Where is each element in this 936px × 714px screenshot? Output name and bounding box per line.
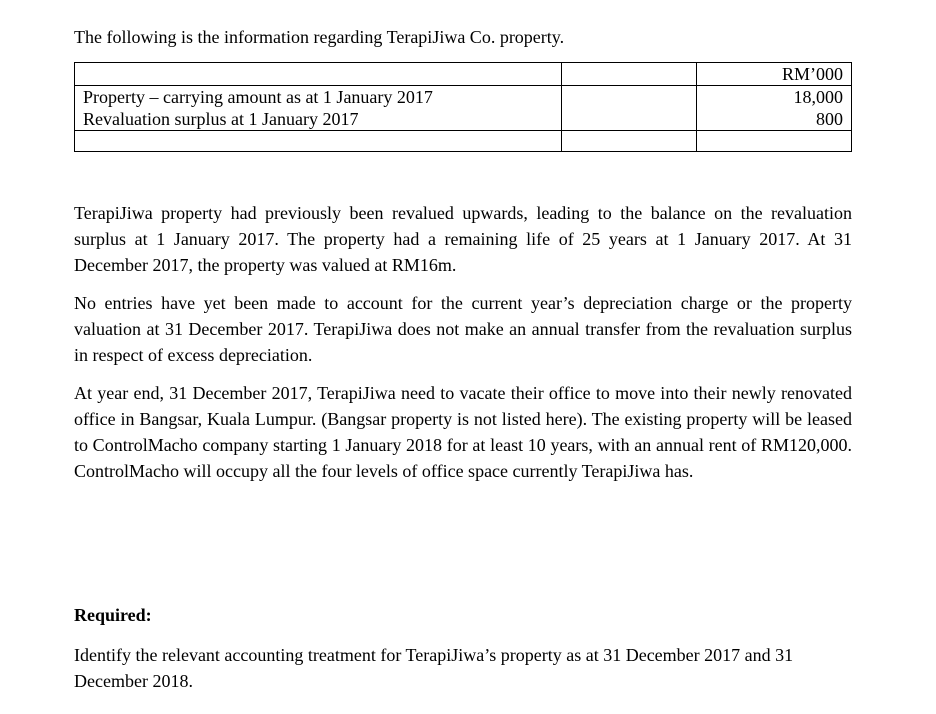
table-cell bbox=[562, 131, 697, 152]
table-row-blank bbox=[75, 131, 852, 152]
table-cell bbox=[562, 86, 697, 109]
row-label: Revaluation surplus at 1 January 2017 bbox=[75, 108, 562, 131]
intro-text: The following is the information regarding TerapiJiwa Co. property. bbox=[74, 27, 565, 47]
unit-header: RM’000 bbox=[697, 63, 852, 86]
table-row bbox=[75, 86, 852, 109]
required-text: Identify the relevant accounting treatment for TerapiJiwa’s property as at 31 December 2017 and 31 December 2018. bbox=[74, 645, 794, 691]
row-value: 800 bbox=[697, 108, 852, 131]
row-label: Property – carrying amount as at 1 January 2017 bbox=[75, 86, 562, 109]
table-cell bbox=[562, 63, 697, 86]
property-table bbox=[74, 62, 852, 152]
paragraph-revaluation: TerapiJiwa property had previously been revalued upwards, leading to the balance on the revaluation surplus at 1 January 2017. The property had a remaining life of 25 years at 1 January 2017. At 31 December 2017, the property was valued at RM16m. bbox=[74, 203, 852, 275]
paragraph-lease: At year end, 31 December 2017, TerapiJiwa need to vacate their office to move into their newly renovated office in Bangsar, Kuala Lumpur. (Bangsar property is not listed here). The existing property will be leased to ControlMacho company starting 1 January 2018 for at least 10 years, with an annual rent of RM120,000. ControlMacho will occupy all the four levels of office space currently TerapiJiwa has. bbox=[74, 383, 852, 481]
table-cell bbox=[697, 131, 852, 152]
row-value: 18,000 bbox=[697, 86, 852, 109]
required-heading: Required: bbox=[74, 605, 152, 625]
table-cell bbox=[75, 63, 562, 86]
table-cell bbox=[562, 108, 697, 131]
table-row bbox=[75, 108, 852, 131]
table-cell bbox=[75, 131, 562, 152]
table-header-row bbox=[75, 63, 852, 86]
paragraph-entries: No entries have yet been made to account for the current year’s depreciation charge or the property valuation at 31 December 2017. TerapiJiwa does not make an annual transfer from the revaluation surplus in respect of excess depreciation. bbox=[74, 293, 852, 365]
